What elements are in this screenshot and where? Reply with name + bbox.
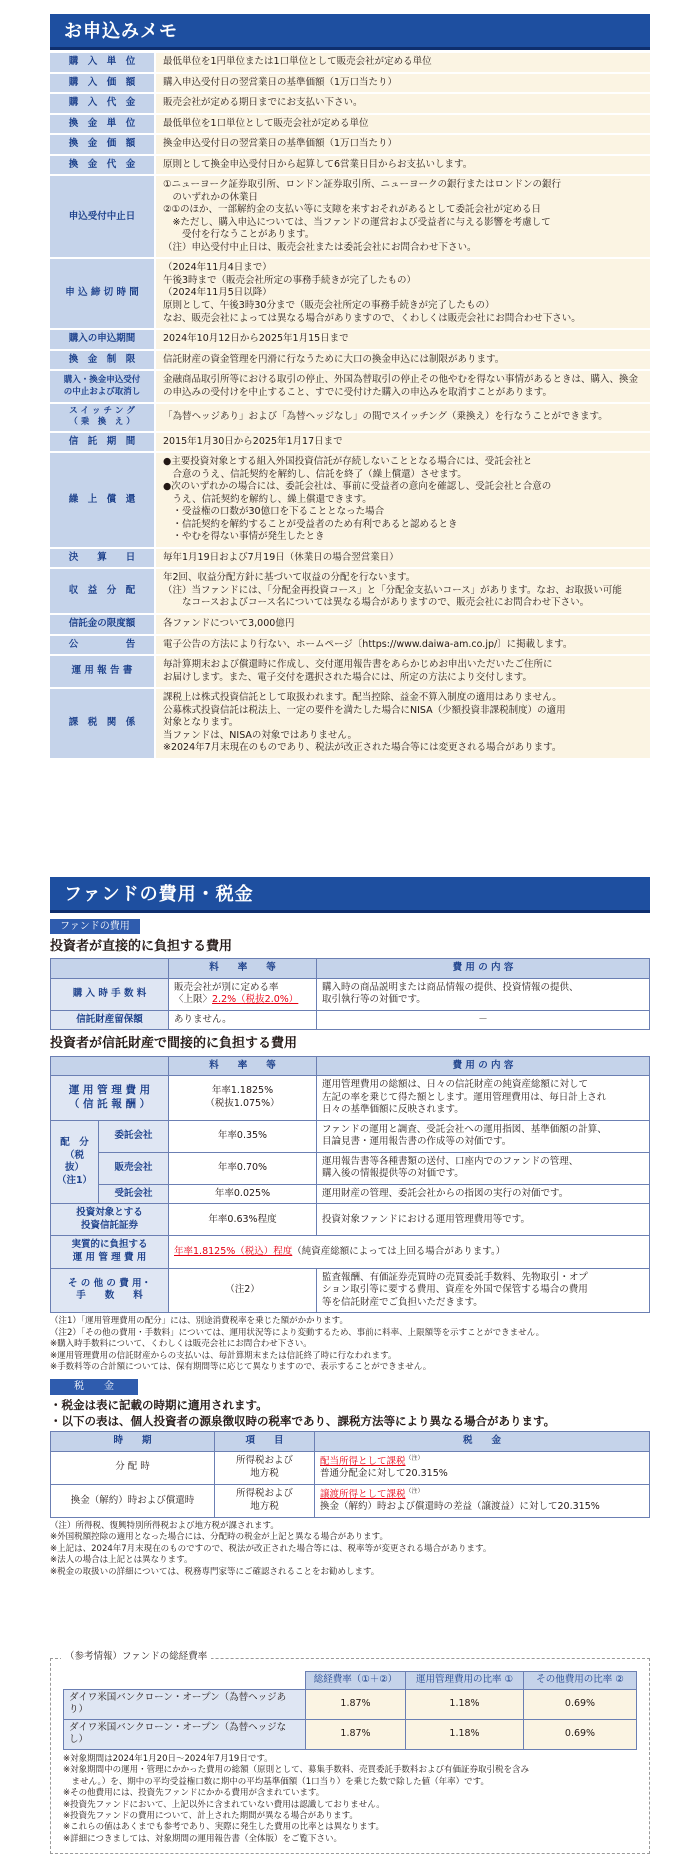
memo-value: 毎年1月19日および7月19日（休業日の場合翌営業日） xyxy=(163,551,399,563)
note: （注）所得税、復興特別所得税および地方税が課されます。 xyxy=(50,1520,279,1531)
tax-item: 所得税および 地方税 xyxy=(215,1451,315,1484)
memo-value: ①ニューヨーク証券取引所、ロンドン証券取引所、ニューヨークの銀行またはロンドンの銀行 のいずれかの休業日 ②①のほか、一部解約金の支払い等に支障を来すおそれがあるとして委託会社が定める日 ※ただし、購入申込については、当ファンドの運営および受益者に与える影響を考慮して 受付を行なうことがあります。 （注）申込受付中止日は、販売会社または委託会社にお問合わせ下さい。 xyxy=(163,179,562,253)
memo-value: 販売会社が定める期日までにお支払い下さい。 xyxy=(163,97,363,109)
real-cost-value xyxy=(169,1236,650,1268)
total-ratio: 1.87% xyxy=(306,1719,406,1749)
tax-time: 換金（解約）時および償還時 xyxy=(51,1484,215,1517)
memo-value-cell xyxy=(155,53,650,73)
note: ※その他費用には、投資先ファンドにかかる費用が含まれています。 xyxy=(63,1788,325,1799)
memo-value-cell xyxy=(155,350,650,371)
memo-row xyxy=(50,452,650,548)
memo-row xyxy=(50,93,650,114)
memo-value: ●主要投資対象とする組入外国投資信託が存続しないこととなる場合には、受託会社と 合意のうえ、信託契約を解約し、信託を終了（繰上償還）させます。 ●次のいずれかの場合には、委託会社は、事前に受益者の意向を確認し、受託会社と合意の うえ、信託契約を解約し、繰上償還できます。 ・受益権の口数が30億口を下ることとなった場合 ・信託契約を解約することが受益者のため有利であると認めるとき ・やむを得ない事情が発生したとき xyxy=(163,456,552,543)
tax-notes xyxy=(50,1521,650,1578)
tax-detail xyxy=(315,1451,650,1484)
indirect-cost-heading: 投資者が信託財産で間接的に負担する費用 xyxy=(50,1036,298,1052)
header-blank xyxy=(51,1056,169,1076)
note: （注1）「運用管理費用の配分」には、別途消費税率を乗じた額がかかります。 xyxy=(50,1316,348,1327)
header-rate: 料 率 等 xyxy=(169,1056,317,1076)
reference-info-box xyxy=(50,1651,650,1854)
memo-key: 公 告 xyxy=(50,635,155,656)
memo-value: 金融商品取引所等における取引の停止、外国為替取引の停止その他やむを得ない事情があるときは、購入、換金の申込みの受付けを中止すること、すでに受付けた購入の申込みを取消すことがあります。 xyxy=(163,374,639,398)
note: ※投資先ファンドにおいて、上記以外に含まれていない費用は認識しておりません。 xyxy=(63,1799,385,1810)
target-fund-rate: 年率0.63%程度 xyxy=(169,1204,317,1236)
table-row xyxy=(51,1268,650,1313)
fund-name: ダイワ米国バンクローン・オープン（為替ヘッジあり） xyxy=(64,1689,306,1719)
split-label: 配 分 （税抜） （注1） xyxy=(51,1120,99,1204)
memo-value-cell xyxy=(155,548,650,569)
memo-value-cell xyxy=(155,329,650,350)
memo-row xyxy=(50,688,650,759)
table-row xyxy=(51,1120,650,1152)
note: （注2）「その他の費用・手数料」については、運用状況等により変動するため、事前に料率、上限額等を示すことができません。 xyxy=(50,1327,545,1338)
table-row xyxy=(51,1010,650,1030)
reserve-rate: ありません。 xyxy=(169,1010,317,1030)
mgmt-ratio: 1.18% xyxy=(406,1689,524,1719)
mgmt-fee-rate: 年率1.1825% （税抜1.075%） xyxy=(169,1076,317,1121)
tax-item: 所得税および 地方税 xyxy=(215,1484,315,1517)
other-cost-rate: （注2） xyxy=(169,1268,317,1313)
table-row xyxy=(51,1451,650,1484)
note: ※上記は、2024年7月末現在のものですので、税法が改正された場合等には、税率等が変更される場合があります。 xyxy=(50,1543,492,1554)
fees-tax-section xyxy=(50,877,650,1578)
memo-value: 原則として換金申込受付日から起算して6営業日目からお支払いします。 xyxy=(163,158,473,170)
memo-table xyxy=(50,53,650,760)
tax-rate: 換金（解約）時および償還時の差益（譲渡益）に対して20.315% xyxy=(320,1501,600,1513)
memo-value-cell xyxy=(155,114,650,135)
tax-time: 分 配 時 xyxy=(51,1451,215,1484)
memo-value: 電子公告の方法により行ない、ホームページ〔https://www.daiwa-am.co.jp/〕に掲載します。 xyxy=(163,638,573,650)
header-tax: 税 金 xyxy=(315,1432,650,1452)
memo-key: 繰 上 償 還 xyxy=(50,452,155,548)
split-content: ファンドの運用と調査、受託会社への運用指図、基準価額の計算、 目論見書・運用報告書の作成等の対価です。 xyxy=(317,1120,650,1152)
header-time: 時 期 xyxy=(51,1432,215,1452)
direct-cost-heading: 投資者が直接的に負担する費用 xyxy=(50,939,233,955)
tax-type: 譲渡所得として課税 xyxy=(320,1488,406,1500)
note: ※購入時手数料について、くわしくは販売会社にお問合わせ下さい。 xyxy=(50,1339,312,1350)
split-who: 委託会社 xyxy=(99,1120,169,1152)
note: ※投資先ファンドの費用について、計上された期間が異なる場合があります。 xyxy=(63,1811,358,1821)
memo-value: 「為替ヘッジあり」および「為替ヘッジなし」の間でスイッチング（乗換え）を行なうことができます。 xyxy=(163,411,608,423)
mgmt-fee-content: 運用管理費用の総額は、日々の信託財産の純資産総額に対して 左記の率を乗じて得た額とします。運用管理費用は、毎日計上され 日々の基準価額に反映されます。 xyxy=(317,1076,650,1121)
other-cost-label: そ の 他 の 費 用・ 手 数 料 xyxy=(51,1268,169,1313)
note: ※運用管理費用の信託財産からの支払いは、毎計算期末または信託終了時に行なわれます。 xyxy=(50,1350,397,1361)
header-item: 項 目 xyxy=(215,1432,315,1452)
target-fund-content: 投資対象ファンドにおける運用管理費用等です。 xyxy=(317,1204,650,1236)
memo-row xyxy=(50,350,650,371)
table-row xyxy=(51,1484,650,1517)
tax-sup: （注） xyxy=(405,1487,424,1495)
total-ratio: 1.87% xyxy=(306,1689,406,1719)
memo-key: 収 益 分 配 xyxy=(50,568,155,614)
table-row xyxy=(51,1076,650,1121)
split-content: 運用報告書等各種書類の送付、口座内でのファンドの管理、 購入後の情報提供等の対価です。 xyxy=(317,1152,650,1184)
memo-value-cell xyxy=(155,568,650,614)
memo-value-cell xyxy=(155,655,650,688)
fee-notes xyxy=(50,1316,650,1373)
memo-key: 換 金 単 位 xyxy=(50,114,155,135)
memo-row xyxy=(50,134,650,155)
memo-row xyxy=(50,614,650,635)
tax-type: 配当所得として課税 xyxy=(320,1455,406,1467)
memo-row xyxy=(50,432,650,453)
memo-key: 換 金 制 限 xyxy=(50,350,155,371)
purchase-fee-label: 購 入 時 手 数 料 xyxy=(51,978,169,1010)
tax-bullet: ・税金は表に記載の時期に適用されます。 xyxy=(50,1397,268,1412)
memo-row xyxy=(50,175,650,258)
note: ※税金の取扱いの詳細については、税務専門家等にご確認されることをお勧めします。 xyxy=(50,1566,380,1577)
memo-key: 運 用 報 告 書 xyxy=(50,655,155,688)
memo-row xyxy=(50,548,650,569)
other-ratio: 0.69% xyxy=(524,1719,637,1749)
memo-row xyxy=(50,258,650,329)
split-who: 受託会社 xyxy=(99,1184,169,1204)
note: ※法人の場合は上記とは異なります。 xyxy=(50,1555,193,1566)
memo-value-cell xyxy=(155,73,650,94)
table-row xyxy=(51,1236,650,1268)
memo-key: 購 入 代 金 xyxy=(50,93,155,114)
memo-value-cell xyxy=(155,93,650,114)
direct-cost-table xyxy=(50,958,650,1030)
memo-key: 購 入 価 額 xyxy=(50,73,155,94)
split-rate: 年率0.70% xyxy=(169,1152,317,1184)
other-ratio: 0.69% xyxy=(524,1689,637,1719)
memo-value-cell xyxy=(155,134,650,155)
split-rate: 年率0.025% xyxy=(169,1184,317,1204)
indirect-cost-table xyxy=(50,1056,650,1314)
table-row xyxy=(64,1689,637,1719)
memo-row xyxy=(50,114,650,135)
note: ※これらの値はあくまでも参考であり、実際に発生した費用の比率とは異なります。 xyxy=(63,1822,384,1833)
fees-title: ファンドの費用・税金 xyxy=(50,877,650,913)
note: ※手数料等の合計額については、保有期間等に応じて異なりますので、表示することができません。 xyxy=(50,1362,432,1372)
memo-key: 決 算 日 xyxy=(50,548,155,569)
table-row xyxy=(51,1184,650,1204)
memo-value-cell xyxy=(155,452,650,548)
reserve-label: 信託財産留保額 xyxy=(51,1010,169,1030)
expense-ratio-table xyxy=(63,1671,637,1750)
memo-value: 毎計算期末および償還時に作成し、交付運用報告書をあらかじめお申出いただいたご住所に お届けします。また、電子交付を選択された場合には、所定の方法により交付します。 xyxy=(163,659,553,683)
reference-title: （参考情報）ファンドの総経費率 xyxy=(61,1651,211,1664)
tax-tag: 税 金 xyxy=(50,1379,138,1394)
reserve-content: － xyxy=(317,1010,650,1030)
memo-row xyxy=(50,403,650,431)
split-content: 運用財産の管理、委託会社からの指図の実行の対価です。 xyxy=(317,1184,650,1204)
note: ※詳細につきましては、対象期間の運用報告書（全体版）をご覧下さい。 xyxy=(63,1833,342,1844)
split-who: 販売会社 xyxy=(99,1152,169,1184)
memo-value-cell xyxy=(155,432,650,453)
header-other-ratio: その他費用の比率 ② xyxy=(524,1672,637,1690)
target-fund-label: 投資対象とする 投資信託証券 xyxy=(51,1204,169,1236)
memo-value-cell xyxy=(155,635,650,656)
tax-rate: 普通分配金に対して20.315% xyxy=(320,1468,448,1480)
header-blank xyxy=(51,959,169,979)
memo-value-cell xyxy=(155,175,650,258)
header-rate: 料 率 等 xyxy=(169,959,317,979)
memo-value: 2015年1月30日から2025年1月17日まで xyxy=(163,435,343,447)
memo-value-cell xyxy=(155,688,650,759)
memo-row xyxy=(50,370,650,403)
memo-key: 換 金 代 金 xyxy=(50,155,155,176)
tax-table xyxy=(50,1431,650,1518)
memo-value: 購入申込受付日の翌営業日の基準価額（1万口当たり） xyxy=(163,76,398,88)
purchase-fee-rate-text: 販売会社が別に定める率 〈上限〉 xyxy=(174,981,279,1006)
memo-value-cell xyxy=(155,258,650,329)
split-rate: 年率0.35% xyxy=(169,1120,317,1152)
memo-key: 購 入 単 位 xyxy=(50,53,155,73)
header-content: 費 用 の 内 容 xyxy=(317,1056,650,1076)
memo-row xyxy=(50,155,650,176)
note: ※対象期間は2024年1月20日～2024年7月19日です。 xyxy=(63,1753,273,1764)
memo-title: お申込みメモ xyxy=(50,14,650,50)
application-memo-section xyxy=(50,14,650,760)
header-mgmt-ratio: 運用管理費用の比率 ① xyxy=(406,1672,524,1690)
table-row xyxy=(64,1719,637,1749)
memo-row xyxy=(50,635,650,656)
real-cost-note: （純資産総額によっては上回る場合があります。） xyxy=(292,1245,506,1257)
memo-value: 年2回、収益分配方針に基づいて収益の分配を行ないます。 （注）当ファンドには、「分配金再投資コース」と「分配金支払いコース」があります。なお、お取扱い可能 なコースおよびコース名については異なる場合がありますので、販売会社にお問合わせ下さい。 xyxy=(163,572,622,609)
reference-notes xyxy=(63,1754,637,1846)
table-row xyxy=(51,1152,650,1184)
real-cost-label: 実質的に負担する 運 用 管 理 費 用 xyxy=(51,1236,169,1268)
memo-value-cell xyxy=(155,155,650,176)
purchase-fee-cap: 2.2%（税抜2.0%） xyxy=(212,994,299,1006)
memo-value: 換金申込受付日の翌営業日の基準価額（1万口当たり） xyxy=(163,138,398,150)
memo-key: 購入の申込期間 xyxy=(50,329,155,350)
memo-key: ス イ ッ チ ン グ （ 乗 換 え ） xyxy=(50,403,155,431)
memo-value: 2024年10月12日から2025年1月15日まで xyxy=(163,333,349,345)
fund-name: ダイワ米国バンクローン・オープン（為替ヘッジなし） xyxy=(64,1719,306,1749)
tax-detail xyxy=(315,1484,650,1517)
header-total-ratio: 総経費率（①＋②） xyxy=(306,1672,406,1690)
memo-value: 課税上は株式投資信託として取扱われます。配当控除、益金不算入制度の適用はありません。 公募株式投資信託は税法上、一定の要件を満たした場合にNISA（少額投資非課税制度）の適用 対象となります。 当ファンドは、NISAの対象ではありません。 ※2024年7月末現在のものであり、税法が改正された場合等には変更される場合があります。 xyxy=(163,692,566,754)
mgmt-fee-label: 運 用 管 理 費 用 （ 信 託 報 酬 ） xyxy=(51,1076,169,1121)
tax-bullet: ・以下の表は、個人投資者の源泉徴収時の税率であり、課税方法等により異なる場合があります。 xyxy=(50,1413,556,1428)
memo-value-cell xyxy=(155,403,650,431)
memo-key: 申込受付中止日 xyxy=(50,175,155,258)
memo-value-cell xyxy=(155,370,650,403)
memo-key: 申 込 締 切 時 間 xyxy=(50,258,155,329)
purchase-fee-rate xyxy=(169,978,317,1010)
memo-value: 信託財産の資金管理を円滑に行なうために大口の換金申込には制限があります。 xyxy=(163,353,505,365)
memo-key: 購入・換金申込受付 の中止および取消し xyxy=(50,370,155,403)
header-blank xyxy=(64,1672,306,1690)
memo-value: 最低単位を1円単位または1口単位として販売会社が定める単位 xyxy=(163,56,432,67)
memo-row xyxy=(50,73,650,94)
purchase-fee-content: 購入時の商品説明または商品情報の提供、投資情報の提供、 取引執行等の対価です。 xyxy=(317,978,650,1010)
note: ※対象期間中の運用・管理にかかった費用の総額（原則として、募集手数料、売買委託手数料および有価証券取引税を含み ません。）を、期中の平均受益権口数に期中の平均基準価額（1口当り）を乗じた数で除した値（年率）です。 xyxy=(63,1765,529,1787)
table-row xyxy=(51,978,650,1010)
other-cost-content: 監査報酬、有価証券売買時の売買委託手数料、先物取引・オプ ション取引等に要する費用、資産を外国で保管する場合の費用 等を信託財産でご負担いただきます。 xyxy=(317,1268,650,1313)
memo-row xyxy=(50,568,650,614)
memo-value: 各ファンドについて3,000億円 xyxy=(163,617,295,629)
memo-value: 最低単位を1口単位として販売会社が定める単位 xyxy=(163,117,369,129)
memo-key: 換 金 価 額 xyxy=(50,134,155,155)
header-content: 費 用 の 内 容 xyxy=(317,959,650,979)
memo-row xyxy=(50,53,650,73)
memo-key: 課 税 関 係 xyxy=(50,688,155,759)
fund-fee-tag: ファンドの費用 xyxy=(50,919,140,934)
memo-key: 信 託 期 間 xyxy=(50,432,155,453)
note: ※外国税額控除の適用となった場合には、分配時の税金が上記と異なる場合があります。 xyxy=(50,1532,388,1543)
memo-value-cell xyxy=(155,614,650,635)
tax-sup: （注） xyxy=(405,1454,424,1462)
real-cost-rate: 年率1.8125%（税込）程度 xyxy=(174,1245,293,1257)
mgmt-ratio: 1.18% xyxy=(406,1719,524,1749)
memo-row xyxy=(50,329,650,350)
table-row xyxy=(51,1204,650,1236)
memo-value: （2024年11月4日まで） 午後3時まで（販売会社所定の事務手続きが完了したもの） （2024年11月5日以降） 原則として、午後3時30分まで（販売会社所定の事務手続きが完了したもの） なお、販売会社によっては異なる場合がありますので、くわしくは販売会社にお問合わせ下さい。 xyxy=(163,262,581,324)
memo-row xyxy=(50,655,650,688)
memo-key: 信託金の限度額 xyxy=(50,614,155,635)
